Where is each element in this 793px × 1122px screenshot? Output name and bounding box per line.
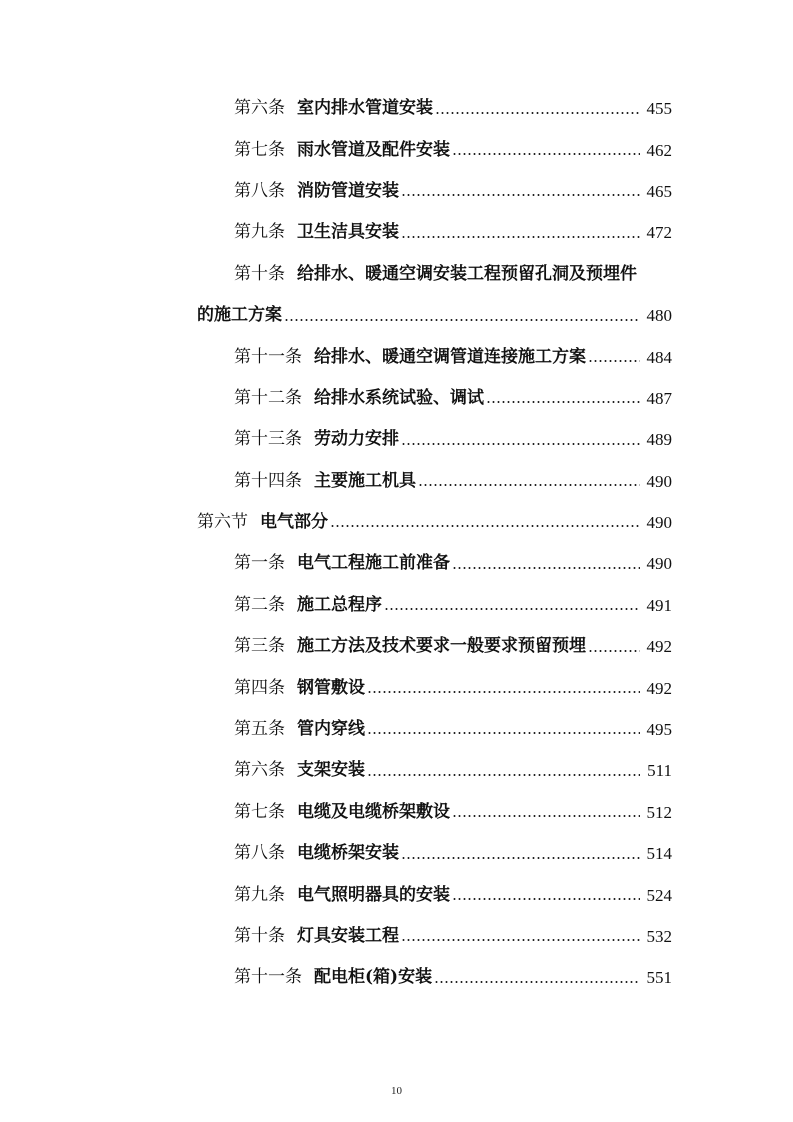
dot-leader (434, 969, 640, 986)
dot-leader (452, 804, 640, 821)
toc-entry-number: 第十条 (234, 263, 285, 284)
dot-leader (486, 390, 640, 407)
dot-leader (418, 473, 640, 490)
toc-entry-page: 465 (646, 181, 672, 201)
dot-leader (452, 142, 640, 159)
toc-entry-number: 第十四条 (234, 470, 302, 491)
toc-entry[interactable] (0, 543, 793, 584)
toc-entry-continuation[interactable] (0, 295, 793, 336)
toc-entry-number: 第六条 (234, 760, 285, 781)
toc-entry-title: 雨水管道及配件安装 (297, 139, 450, 160)
toc-entry[interactable] (0, 129, 793, 170)
toc-entry-page: 491 (646, 595, 672, 615)
toc-entry-title: 给排水系统试验、调试 (314, 387, 484, 408)
toc-entry-title: 施工方法及技术要求一般要求预留预埋 (297, 636, 586, 657)
toc-entry-number: 第九条 (234, 884, 285, 905)
toc-entry-number: 第七条 (234, 801, 285, 822)
toc-entry-number: 第五条 (234, 719, 285, 740)
toc-entry-number: 第八条 (234, 180, 285, 201)
dot-leader (401, 183, 640, 200)
toc-entry-page: 514 (646, 844, 672, 864)
toc-entry-title: 钢管敷设 (297, 677, 365, 698)
toc-entry-page: 511 (647, 761, 672, 781)
toc-entry[interactable] (0, 254, 793, 295)
toc-entry-title: 给排水、暖通空调管道连接施工方案 (314, 346, 586, 367)
toc-entry-number: 第六节 (197, 512, 248, 533)
toc-entry-title: 电气照明器具的安装 (297, 884, 450, 905)
dot-leader (367, 721, 640, 738)
toc-entry-page: 489 (646, 430, 672, 450)
toc-entry[interactable] (0, 419, 793, 460)
toc-entry-page: 492 (646, 678, 672, 698)
toc-entry-title: 灯具安装工程 (297, 926, 399, 946)
toc-entry[interactable] (0, 336, 793, 377)
toc-entry[interactable] (0, 916, 793, 957)
toc-entry-number: 第七条 (234, 139, 285, 160)
toc-entry-title: 室内排水管道安装 (297, 98, 433, 119)
toc-entry-number: 第八条 (234, 843, 285, 864)
toc-entry-title: 消防管道安装 (297, 180, 399, 201)
dot-leader (588, 638, 640, 655)
toc-entry-title: 电气工程施工前准备 (297, 553, 450, 574)
toc-entry-title: 电缆桥架安装 (297, 843, 399, 864)
toc-entry-page: 551 (646, 968, 672, 988)
toc-entry[interactable] (0, 88, 793, 129)
dot-leader (367, 680, 640, 697)
toc-entry-title: 卫生洁具安装 (297, 222, 399, 243)
toc-entry-page: 490 (646, 471, 672, 491)
toc-entry-page: 484 (646, 347, 672, 367)
toc-entry-page: 490 (646, 554, 672, 574)
toc-entry[interactable] (0, 833, 793, 874)
toc-entry-title: 劳动力安排 (314, 429, 399, 450)
toc-entry[interactable] (0, 874, 793, 915)
toc-entry-page: 487 (646, 388, 672, 408)
toc-entry-page: 480 (646, 306, 672, 326)
toc-entry[interactable] (0, 667, 793, 708)
dot-leader (401, 224, 640, 241)
dot-leader (401, 928, 640, 945)
dot-leader (401, 431, 640, 448)
table-of-contents (0, 88, 793, 999)
toc-entry-number: 第四条 (234, 677, 285, 698)
toc-entry-title: 管内穿线 (297, 719, 365, 740)
toc-entry-title: 的施工方案 (197, 305, 282, 326)
dot-leader (401, 845, 640, 862)
dot-leader (284, 307, 640, 324)
toc-entry-number: 第十二条 (234, 387, 302, 408)
toc-entry[interactable] (0, 792, 793, 833)
toc-entry[interactable] (0, 709, 793, 750)
toc-entry-title: 施工总程序 (297, 594, 382, 615)
toc-entry-title: 主要施工机具 (314, 470, 416, 491)
toc-entry-number: 第一条 (234, 553, 285, 574)
toc-entry-title: 电气部分 (260, 512, 328, 533)
toc-entry-page: 512 (646, 802, 672, 822)
dot-leader (452, 887, 640, 904)
toc-section-entry[interactable] (0, 502, 793, 543)
toc-entry-page: 492 (646, 637, 672, 657)
toc-entry[interactable] (0, 750, 793, 791)
toc-entry[interactable] (0, 957, 793, 998)
toc-entry[interactable] (0, 585, 793, 626)
toc-entry-number: 第十条 (234, 926, 285, 946)
toc-entry[interactable] (0, 212, 793, 253)
toc-entry[interactable] (0, 461, 793, 502)
toc-entry-page: 524 (646, 885, 672, 905)
toc-entry-page: 455 (646, 99, 672, 119)
toc-entry-number: 第六条 (234, 98, 285, 119)
toc-entry-title: 电缆及电缆桥架敷设 (297, 801, 450, 822)
dot-leader (367, 762, 640, 779)
toc-entry-number: 第九条 (234, 222, 285, 243)
dot-leader (452, 555, 640, 572)
toc-entry-number: 第十三条 (234, 429, 302, 450)
toc-entry-page: 472 (646, 223, 672, 243)
toc-entry-page: 490 (646, 513, 672, 533)
toc-entry-title: 支架安装 (297, 760, 365, 781)
dot-leader (330, 514, 640, 531)
toc-entry-title: 给排水、暖通空调安装工程预留孔洞及预埋件 (297, 263, 637, 284)
dot-leader (435, 100, 640, 117)
toc-entry-page: 532 (646, 927, 672, 946)
dot-leader (384, 597, 640, 614)
toc-entry-page: 462 (646, 140, 672, 160)
toc-entry[interactable] (0, 378, 793, 419)
toc-entry-page: 495 (646, 720, 672, 740)
toc-entry-number: 第三条 (234, 636, 285, 657)
dot-leader (588, 349, 640, 366)
toc-entry-number: 第十一条 (234, 346, 302, 367)
toc-entry-number: 第二条 (234, 594, 285, 615)
toc-entry[interactable] (0, 626, 793, 667)
toc-entry[interactable] (0, 171, 793, 212)
toc-entry-number: 第十一条 (234, 967, 302, 988)
toc-entry-title: 配电柜(箱)安装 (314, 967, 433, 988)
page-number: 10 (391, 1085, 402, 1097)
